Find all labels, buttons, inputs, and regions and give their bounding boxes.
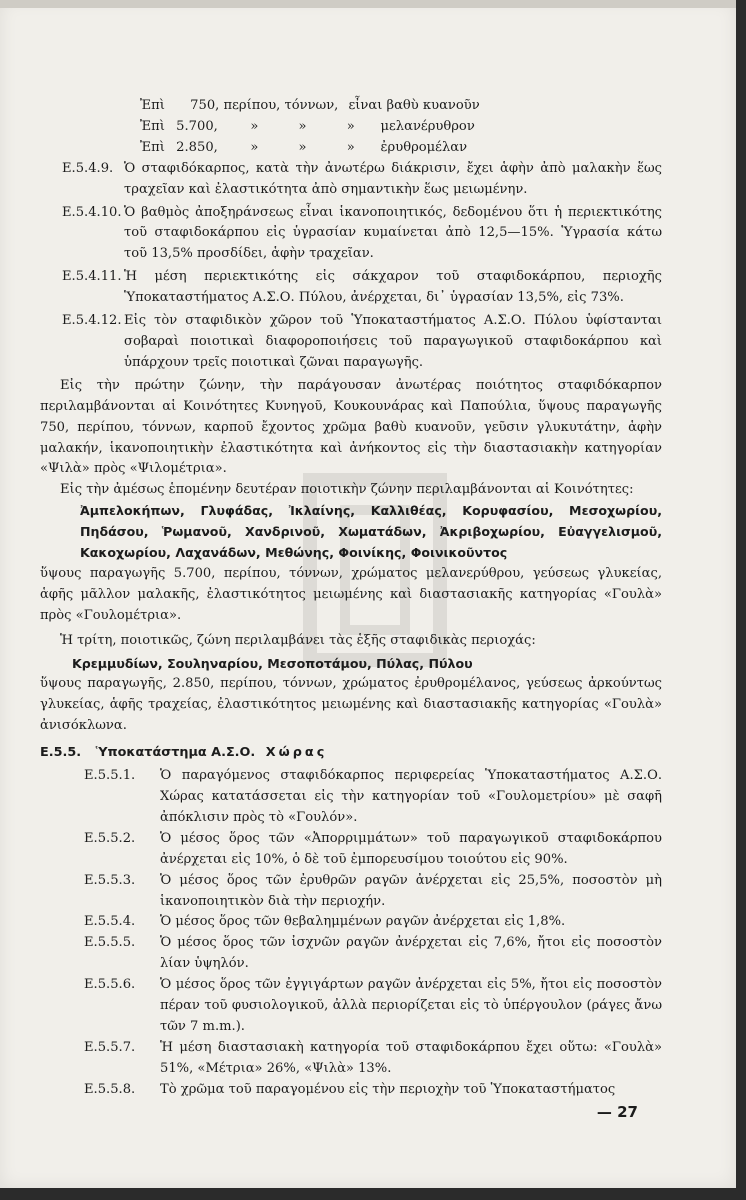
tri-ditto: » » » bbox=[250, 139, 355, 155]
item-e555 bbox=[62, 933, 662, 975]
item-text: Ὁ σταφιδόκαρπος, κατὰ τὴν ἀνωτέρω διάκρισιν, ἔχει ἁφὴν ἀπὸ μαλακὴν ἕως τραχεῖαν καὶ ἐλαστικότητα ἀπὸ σημαντικὴν ἕως μειωμένην. bbox=[124, 160, 662, 197]
tri-color: μελανέρυθρον bbox=[380, 118, 475, 134]
item-label: E.5.5.2. bbox=[84, 830, 136, 846]
item-label: E.5.5.8. bbox=[84, 1081, 136, 1097]
tri-prefix: Ἐπὶ bbox=[140, 98, 165, 113]
tri-line-3 bbox=[62, 138, 662, 159]
item-label: E.5.5.5. bbox=[84, 935, 136, 951]
item-e552 bbox=[62, 829, 662, 871]
tri-number: 750, περίπου, τόννων, bbox=[190, 98, 339, 113]
item-text: Ὁ μέσος ὅρος τῶν ἐρυθρῶν ραγῶν ἀνέρχεται εἰς 25,5%, ποσοστὸν μὴ ἱκανοποιητικὸν διὰ τὴν περιοχήν. bbox=[160, 872, 662, 909]
item-e554 bbox=[62, 912, 662, 933]
page-number: — 27 bbox=[596, 1103, 638, 1121]
section-title: Ὑποκατάστημα Α.Σ.Ο. bbox=[95, 745, 256, 761]
item-label: E.5.5.3. bbox=[84, 872, 136, 888]
item-text: Ἡ μέση διαστασιακὴ κατηγορία τοῦ σταφιδοκάρπου ἔχει οὕτω: «Γουλὰ» 51%, «Μέτρια» 26%, «Ψιλὰ» 13%. bbox=[160, 1039, 662, 1076]
item-text: Ὁ βαθμὸς ἀποξηράνσεως εἶναι ἱκανοποιητικός, δεδομένου ὅτι ἡ περιεκτικότης τοῦ σταφιδοκάρπου εἰς ὑγρασίαν κυμαίνεται ἀπὸ 12,5—15%. Ὑγρασία κάτω τοῦ 13,5% προσδίδει, ἁφὴν τραχεῖαν. bbox=[124, 204, 662, 262]
item-e556 bbox=[62, 975, 662, 1038]
item-e549 bbox=[0, 159, 662, 201]
section-label: E.5.5. bbox=[40, 745, 82, 761]
item-label: E.5.4.12. bbox=[62, 313, 122, 329]
zone2-intro: Εἰς τὴν ἀμέσως ἑπομένην δευτέραν ποιοτικὴν ζώνην περιλαμβάνονται αἱ Κοινότητες: bbox=[60, 482, 634, 498]
zone2-communities: Ἀμπελοκήπων, Γλυφάδας, Ἰκλαίνης, Καλλιθέας, Κορυφασίου, Μεσοχωρίου, Πηδάσου, Ῥωμανοῦ, Χανδρινοῦ, Χωματάδων, Ἀκριβοχωρίου, Εὐαγγελισμοῦ, Κακοχωρίου, Λαχανάδων, Μεθώνης, Φοινίκης, Φοινικοῦντος bbox=[80, 503, 662, 561]
item-e558 bbox=[62, 1080, 662, 1101]
item-text: Ὁ μέσος ὅρος τῶν ἰσχνῶν ραγῶν ἀνέρχεται εἰς 7,6%, ἤτοι εἰς ποσοστὸν λίαν ὑψηλόν. bbox=[160, 935, 662, 972]
item-text: Εἰς τὸν σταφιδικὸν χῶρον τοῦ Ὑποκαταστήματος Α.Σ.Ο. Πύλου ὑφίστανται σοβαραὶ ποιοτικαὶ διαφοροποιήσεις τοῦ παραγωγικοῦ σταφιδοκάρπου καὶ ὑπάρχουν τρεῖς ποιοτικαὶ ζῶναι παραγωγῆς. bbox=[124, 313, 662, 370]
top-band bbox=[0, 0, 736, 8]
item-label: E.5.5.4. bbox=[84, 914, 136, 930]
section-heading bbox=[40, 743, 662, 764]
item-label: E.5.4.9. bbox=[62, 160, 114, 176]
item-e5410 bbox=[0, 203, 662, 266]
item-e557 bbox=[62, 1038, 662, 1080]
item-text: Ὁ παραγόμενος σταφιδόκαρπος περιφερείας Ὑποκαταστήματος Α.Σ.Ο. Χώρας κατατάσσεται εἰς τὴν κατηγορίαν τοῦ «Γουλομετρίου» μὲ σαφῆ ἀπόκλισιν πρὸς τὸ «Γουλόν». bbox=[160, 768, 662, 825]
item-label: E.5.5.6. bbox=[84, 977, 136, 993]
zone3-paragraph: ὕψους παραγωγῆς, 2.850, περίπου, τόννων, χρώματος ἐρυθρομέλανος, γεύσεως ἀρκούντως γλυκείας, ἁφῆς τραχείας, ἐλαστικότητος μειωμένης καὶ διαστασιακῆς κατηγορίας «Γουλὰ» ἀνισόκλωνα. bbox=[40, 676, 662, 734]
item-text: Ὁ μέσος ὅρος τῶν θεβαλημμένων ραγῶν ἀνέρχεται εἰς 1,8%. bbox=[160, 914, 566, 930]
tri-prefix: Ἐπὶ bbox=[140, 139, 165, 155]
item-e5412 bbox=[0, 311, 662, 374]
zone1-paragraph: Εἰς τὴν πρώτην ζώνην, τὴν παράγουσαν ἀνωτέρας ποιότητος σταφιδόκαρπον περιλαμβάνονται αἱ Κοινότητες Κυνηγοῦ, Κουκουνάρας καὶ Παπούλια, ὕψους παραγωγῆς 750, περίπου, τόννων, καρποῦ ἔχοντος χρῶμα βαθὺ κυανοῦν, γεῦσιν γλυκυτάτην, ἁφὴν μαλακήν, ἱκανοποιητικὴν ἐλαστικότητα καὶ ἀνήκοντος εἰς τὴν διαστασιακὴν κατηγορίαν «Ψιλὰ» πρὸς «Ψιλομέτρια». bbox=[40, 377, 662, 477]
tri-line-1 bbox=[62, 96, 662, 117]
item-e5411 bbox=[0, 267, 662, 309]
tri-line-2 bbox=[62, 117, 662, 138]
item-text: Ἡ μέση περιεκτικότης εἰς σάκχαρον τοῦ σταφιδοκάρπου, περιοχῆς Ὑποκαταστήματος Α.Σ.Ο. Πύλου, ἀνέρχεται, δι᾿ ὑγρασίαν 13,5%, εἰς 73%. bbox=[124, 269, 662, 306]
item-e553 bbox=[62, 871, 662, 913]
tri-number: 5.700, bbox=[176, 118, 218, 134]
zone3-communities: Κρεμμυδίων, Σουληναρίου, Μεσοποτάμου, Πύλας, Πύλου bbox=[72, 655, 473, 671]
item-label: E.5.4.11. bbox=[62, 269, 122, 285]
item-label: E.5.4.10. bbox=[62, 204, 122, 220]
tri-color: ἐρυθρομέλαν bbox=[380, 139, 468, 155]
section-title-spaced: Χώρας bbox=[265, 745, 328, 761]
item-label: E.5.5.7. bbox=[84, 1039, 136, 1055]
document-body bbox=[40, 96, 662, 1101]
item-e551 bbox=[62, 766, 662, 829]
tri-prefix: Ἐπὶ bbox=[140, 118, 165, 134]
item-text: Ὁ μέσος ὅρος τῶν «Ἀπορριμμάτων» τοῦ παραγωγικοῦ σταφιδοκάρπου ἀνέρχεται εἰς 10%, ὁ δὲ τοῦ ἐμπορευσίμου τοιούτου εἰς 90%. bbox=[160, 830, 662, 867]
zone3-intro: Ἡ τρίτη, ποιοτικῶς, ζώνη περιλαμβάνει τὰς ἑξῆς σταφιδικὰς περιοχάς: bbox=[60, 632, 536, 648]
zone2-paragraph: ὕψους παραγωγῆς 5.700, περίπου, τόννων, χρώματος μελανερύθρου, γεύσεως γλυκείας, ἁφῆς μᾶλλον μαλακῆς, ἐλαστικότητος μειωμένης καὶ διαστασιακῆς κατηγορίας «Γουλὰ» πρὸς «Γουλομέτρια». bbox=[40, 565, 662, 623]
tri-number: 2.850, bbox=[176, 139, 218, 155]
tri-ditto: » » » bbox=[250, 118, 355, 134]
item-label: E.5.5.1. bbox=[84, 768, 136, 784]
tri-color: εἶναι βαθὺ κυανοῦν bbox=[348, 98, 480, 113]
item-text: Ὁ μέσος ὅρος τῶν ἐγγιγάρτων ραγῶν ἀνέρχεται εἰς 5%, ἤτοι εἰς ποσοστὸν πέραν τοῦ φυσιολογικοῦ, ἀλλὰ περιορίζεται εἰς τὸ ὑπέργουλον (ράγες ἄνω τῶν 7 m.m.). bbox=[160, 977, 662, 1034]
item-text: Τὸ χρῶμα τοῦ παραγομένου εἰς τὴν περιοχὴν τοῦ Ὑποκαταστήματος bbox=[160, 1081, 616, 1097]
